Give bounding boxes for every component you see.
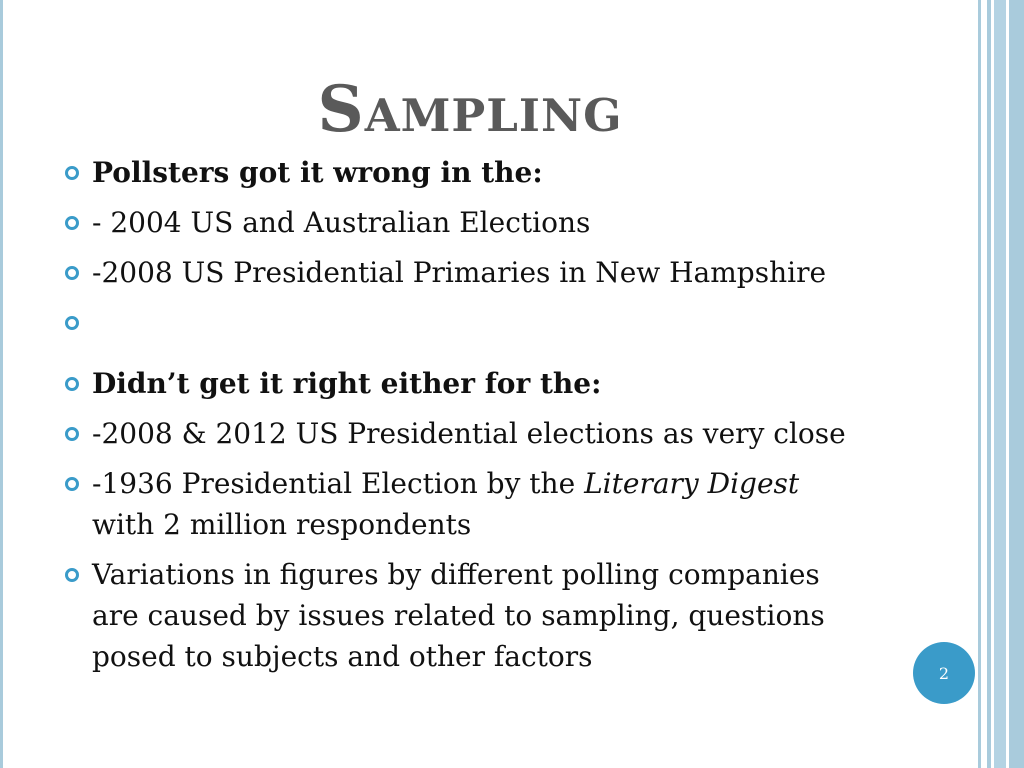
bullet-text: Variations in figures by different polling companies are caused by issues related to sampling, questions posed to subjects and other factors [92,558,825,673]
bullet-item [62,252,862,293]
decorative-stripe [994,0,1006,768]
page-number-badge [913,642,975,704]
bullet-circle-icon [65,216,79,230]
bullet-circle-icon [65,568,79,582]
bullet-item [62,202,862,243]
bullet-text: - 2004 US and Australian Elections [92,206,591,239]
bullet-item [62,554,862,677]
left-edge-stripe [0,0,3,768]
bullet-circle-icon [65,266,79,280]
bullet-list [62,152,862,686]
bullet-circle-icon [65,316,79,330]
bullet-text-after: with 2 million respondents [92,508,472,541]
bullet-text: Didn’t get it right either for the: [92,367,602,400]
bullet-item [62,463,862,545]
slide-title: Sampling [317,72,623,147]
bullet-text: Pollsters got it wrong in the: [92,156,543,189]
bullet-circle-icon [65,377,79,391]
bullet-item [62,413,862,454]
bullet-circle-icon [65,427,79,441]
bullet-text: -2008 US Presidential Primaries in New Hampshire [92,256,827,289]
bullet-circle-icon [65,477,79,491]
page-number: 2 [938,663,950,683]
publication-title: Literary Digest [584,467,800,500]
bullet-text: -2008 & 2012 US Presidential elections as very close [92,417,846,450]
bullet-item [62,363,862,404]
bullet-text-before: -1936 Presidential Election by the [92,467,585,500]
bullet-item-empty [62,302,862,354]
bullet-item [62,152,862,193]
bullet-circle-icon [65,166,79,180]
decorative-stripe [1009,0,1024,768]
